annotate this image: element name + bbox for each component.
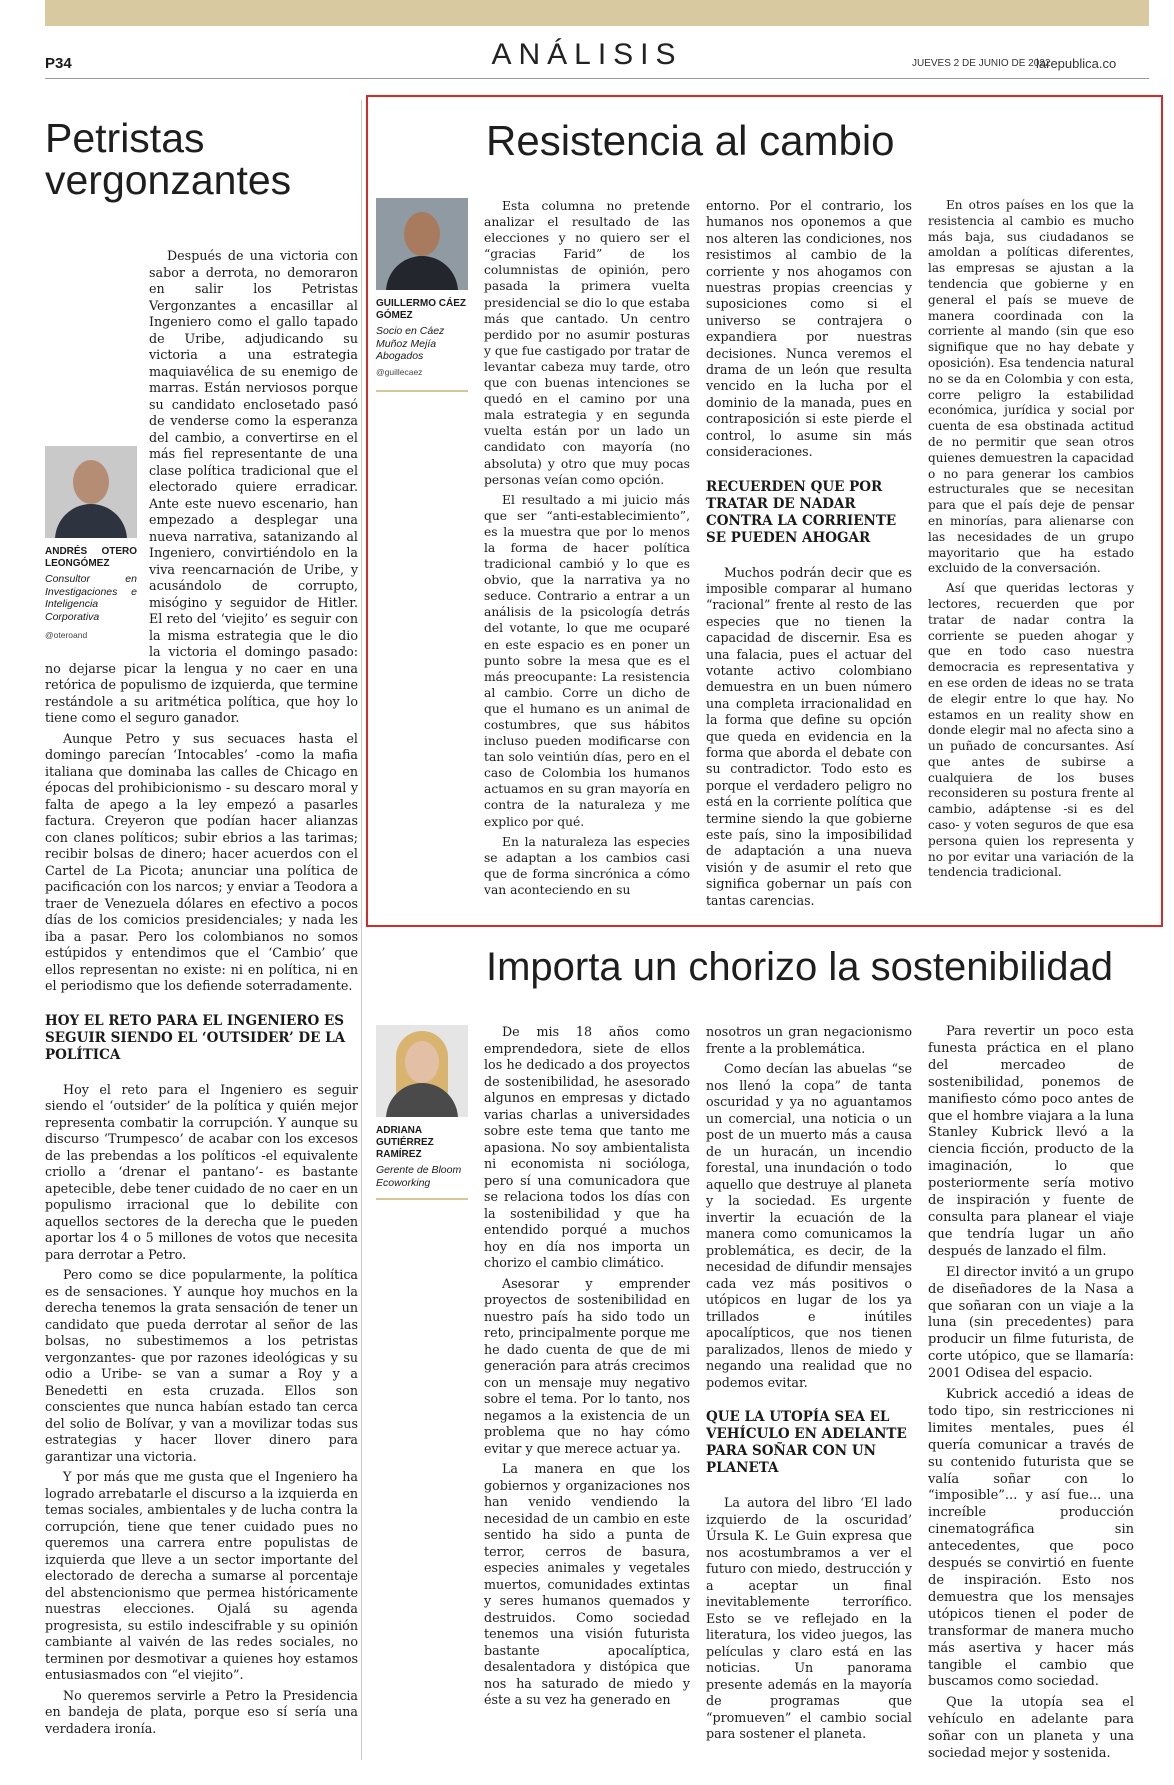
author-box xyxy=(376,1025,468,1189)
header-rule xyxy=(45,78,1149,79)
paragraph: Después de una victoria con sabor a derrota, no demoraron en salir los Petristas Vergonzantes a encasillar al Ingeniero como el gallo tapado de Uribe, adjudicando su victoria a una estrategia maquiavélica de su enemigo de marras. Están nerviosos porque su candidato enclosetado pasó de venderse como la esperanza del cambio, a convertirse en el más fiel representante de una clase política tradicional que el electorado quiere erradicar. Ante este nuevo escenario, han empezado a desplegar una nueva narrativa, satanizando al Ingeniero, convirtiéndolo en la viva reencarnación de Uribe, y acusándolo de corrupto, misógino y seguidor de Hitler. El reto del ‘viejito’ es seguir con la misma estrategia que le dio la victoria el domingo pasado: no dejarse picar la lengua y no caer en una retórica de populismo de izquierda, que termine restándole a su aritmética política, que hoy lo tiene como el seguro ganador. xyxy=(45,248,358,725)
photo-shoulders xyxy=(55,504,127,538)
paragraph: Como decían las abuelas “se nos llenó la copa” de tanta oscuridad y ya no aguantamos un comercial, una noticia o un post de un muerto más a causa de un huracán, un incendio forestal, una inundación o todo aquello que destruye al planeta y la sociedad. Es urgente invertir la ecuación de la manera como comunicamos la problemática, es decir, de la necesidad de difundir mensajes cada vez más positivos o utópicos en lugar de los ya trillados e inútiles apocalípticos, que nos tienen paralizados, llenos de miedo y negando una realidad que no podemos evitar. xyxy=(706,1061,912,1390)
author-role: Gerente de Bloom Ecoworking xyxy=(376,1164,462,1189)
top-color-band xyxy=(45,0,1149,26)
paragraph: En otros países en los que la resistencia al cambio es mucho más baja, sus ciudadanos se amoldan a políticas diferentes, las empresas se ajustan a la tendencia que gobierne y en general el país se mueve de manera coordinada con la corriente al mando (sin que eso signifique que no hay debate y oposición). Esa tendencia natural no se da en Colombia y con esta, corre peligro la estabilidad económica, jurídica y social por cuenta de esa obstinada actitud de no permitir que sean otros quienes demuestren la capacidad o no para generar los cambios estructurales que se necesitan para que el país deje de pensar en minorías, para alienarse con las necesidades de un grupo mayoritario que ha estado excluido de la conversación. xyxy=(928,198,1134,576)
author-photo xyxy=(45,446,137,538)
article-title-sostenibilidad: Importa un chorizo la sostenibilidad xyxy=(486,945,1114,989)
paragraph: El director invitó a un grupo de diseñadores de la Nasa a que soñaran con un viaje a la luna (sin precedentes) para producir un filme futurista, de corte utópico, que se llamaría: 2001 Odisea del espacio. xyxy=(928,1264,1134,1382)
paragraph: Asesorar y emprender proyectos de sostenibilidad en nuestro país ha sido todo un reto, principalmente porque me he dado cuenta de que de mi generación para atrás crecimos con un mensaje muy negativo sobre el tema. Por lo tanto, nos negamos a la existencia de un problema que no hay cómo evitar y que merece actuar ya. xyxy=(484,1275,690,1456)
author-role: Socio en Cáez Muñoz Mejía Abogados xyxy=(376,325,445,362)
page-number: P34 xyxy=(45,55,72,72)
article-body-sostenibilidad-col2 xyxy=(706,1024,912,1747)
paragraph: El resultado a mi juicio más que ser “anti-establecimiento”, es la muestra que por lo menos la forma de hacer política tradicional cambió y lo que es obvio, que la narrativa ya no seduce. Contrario a entrar a un análisis de la psicología detrás del votante, lo que me ocuparé en este espacio es en poner un punto sobre la mesa que es el más preocupante: La resistencia al cambio. Corre un dicho de que el humano es un animal de costumbres, que sus hábitos incluso pueden modificarse con tan solo veintiún días, pero en el caso de Colombia los humanos actuamos en su gran mayoría en contra de la naturaleza y me explico por qué. xyxy=(484,492,690,829)
paragraph: Muchos podrán decir que es imposible comparar al humano “racional” frente al resto de las especies que no tienen la capacidad de discernir. Esa es una falacia, pues el actuar del votante activo colombiano demuestra en un buen número una completa irracionalidad en la forma que define su opción que queda en evidencia en la forma que aborda el debate con su contradictor. Todo esto es porque el verdadero peligro no está en la corriente política que termine siendo la que gobierne este país, sino la imposibilidad de adaptación a una nueva visión y de asumir el reto que significa gobernar un país con tantas carencias. xyxy=(706,564,912,908)
article-body-resistencia-col2 xyxy=(706,198,912,913)
photo-head xyxy=(405,1041,439,1083)
author-box xyxy=(376,198,468,377)
subheading: HOY EL RETO PARA EL INGENIERO ES SEGUIR SIENDO EL ‘OUTSIDER’ DE LA POLÍTICA xyxy=(45,1012,346,1063)
article-title-resistencia: Resistencia al cambio xyxy=(486,117,895,164)
paragraph: Hoy el reto para el Ingeniero es seguir siendo el ‘outsider’ de la política y quién mejor representa combatir la corrupción. Y aunque su discurso ‘Trumpesco’ de acabar con los excesos de las prebendas a los políticos -el equivalente criollo a ‘drenar el pantano’- es bastante apetecible, debe tener cuidado de no caer en un populismo irracional que lo debilite con aquellos sectores de la derecha que le pueden aportar los 4 o 5 millones de votos que necesita para derrotar a Petro. xyxy=(45,1081,358,1262)
photo-shoulders xyxy=(386,256,458,290)
subheading: RECUERDEN QUE POR TRATAR DE NADAR CONTRA LA CORRIENTE SE PUEDEN AHOGAR xyxy=(706,478,897,546)
paragraph: La manera en que los gobiernos y organizaciones nos han venido vendiendo la necesidad de un cambio en este sentido ha sido a punta de terror, cerros de basura, especies animales y vegetales muertos, comunidades extintas y seres humanos quemados y destruidos. Como sociedad tenemos una visión futurista bastante apocalíptica, desalentadora y distópica que nos ha saturado de miedo y éste a su vez ha generado en xyxy=(484,1461,690,1707)
site-url[interactable]: larepublica.co xyxy=(1036,56,1117,71)
article-body-sostenibilidad-col3 xyxy=(928,1024,1134,1767)
article-body-resistencia-col3 xyxy=(928,198,1134,885)
paragraph: entorno. Por el contrario, los humanos nos oponemos a que nos alteren las condiciones, nos resistimos al cambio de la corriente y nos ahogamos con nuestras propias creencias y suposiciones como si el universo se contrajera o expandiera por nuestras decisiones. Nunca veremos el drama de un león que resulta vencido en la lucha por el dominio de la manada, pues en contraposición si este pierde el control, lo asume sin más consideraciones. xyxy=(706,198,912,460)
paragraph: Pero como se dice popularmente, la política es de sensaciones. Y aunque hoy muchos en la derecha tenemos la grata sensación de tener un candidato que pueda derrotar al señor de las bolsas, no subestimemos a los petristas vergonzantes- que por razones ideológicas y su odio a Uribe- se van a sumar a Roy y a Benedetti en esta cruzada. Ellos son conscientes que nunca habían estado tan cerca del solio de Bolívar, y van a movilizar todas sus estrategias y hacer llover dinero para garantizar una victoria. xyxy=(45,1267,358,1464)
paragraph: No queremos servirle a Petro la Presidencia en bandeja de plata, porque eso sí sería una verdadera ironía. xyxy=(45,1687,358,1736)
author-rule xyxy=(376,1198,468,1200)
author-photo xyxy=(376,1025,468,1117)
paragraph: Para revertir un poco esta funesta práctica en el plano del mercadeo de sostenibilidad, ponemos de manifiesto cómo poco antes de que el hombre viajara a la luna Stanley Kubrick llevó a la ciencia ficción, producto de la imaginación, lo que posteriormente sería motivo de inspiración y fuente de consulta para planear el viaje que tendría lugar un año después de lanzado el film. xyxy=(928,1024,1134,1259)
column-divider xyxy=(361,100,362,1760)
paragraph: En la naturaleza las especies se adaptan a los cambios casi que de forma sincrónica a cómo van aconteciendo en su xyxy=(484,834,690,897)
photo-head xyxy=(73,460,109,504)
paragraph: Kubrick accedió a ideas de todo tipo, sin restricciones ni limites mentales, pues él quería comunicar a través de su contenido futurista que se valía soñar con lo “imposible”... y así fue... una increíble producción cinematográfica sin antecedentes, que poco después se convirtió en fuente de inspiración. Esto nos demuestra que los mensajes utópicos tienen el poder de transformar de manera mucho más asertiva y hacer más tangible el cambio que buscamos como sociedad. xyxy=(928,1387,1134,1690)
author-handle[interactable]: @guillecaez xyxy=(376,366,423,377)
subheading: QUE LA UTOPÍA SEA EL VEHÍCULO EN ADELANTE PARA SOÑAR CON UN PLANETA xyxy=(706,1409,907,1476)
paragraph: Que la utopía sea el vehículo en adelante para soñar con un planeta y una sociedad mejor y sostenida. xyxy=(928,1695,1134,1762)
paragraph: Aunque Petro y sus secuaces hasta el domingo parecían ‘Intocables’ -como la mafia italiana que dominaba las calles de Chicago en épocas del prohibicionismo - su descaro moral y falta de apego a la ley empezó a pasarles factura. Creyeron que podían hacer alianzas con clanes políticos; subir ebrios a las tarimas; recibir bolsas de dinero; hacer acuerdos con el Cartel de La Picota; anunciar una política de pacificación con los narcos; y enviar a Teodora a traer de Venezuela dólares en efectivo a pocos días de los comicios presidenciales; y nada les iba a pasar. Pero los colombianos no somos estúpidos y entendimos que el ‘Cambio’ que ellos representan no existe: ni en política, ni en el periodismo que los defiende soterradamente. xyxy=(45,730,358,993)
paragraph: Esta columna no pretende analizar el resultado de las elecciones y no quiero ser el “gracias Farid” de los columnistas de opinión, pero pasada la primera vuelta presidencial se dio lo que estaba más que cantado. Un centro perdido por no asumir posturas y que fue castigado por tratar de levantar cabeza muy tarde, otro que con buenas intenciones se quedó en el camino por una mala estrategia y en segunda vuelta están por un lado un candidato con mayoría (no absoluta) y otro que muy pocas personas veían como opción. xyxy=(484,199,690,487)
article-body-resistencia-col1 xyxy=(484,198,690,902)
author-name: ANDRÉS OTERO LEONGÓMEZ xyxy=(45,546,137,569)
section-title: ANÁLISIS xyxy=(491,38,683,71)
author-box xyxy=(45,446,137,644)
publication-date: JUEVES 2 DE JUNIO DE 2022 xyxy=(912,58,1051,69)
photo-head xyxy=(404,212,440,256)
article-body-petristas xyxy=(45,248,358,1741)
author-name: GUILLERMO CÁEZ GÓMEZ xyxy=(376,298,466,321)
author-name: ADRIANA GUTIÉRREZ RAMÍREZ xyxy=(376,1125,434,1160)
paragraph: nosotros un gran negacionismo frente a la problemática. xyxy=(706,1024,912,1056)
paragraph: Así que queridas lectoras y lectores, recuerden que por tratar de nadar contra la corriente se pueden ahogar y que en todo caso nuestra democracia es representativa y en ese orden de ideas no se trata de elegir entre lo que hay. No estamos en un reality show en donde elegir mal no afecta sino a un puñado de concursantes. Así que antes de subirse a cualquiera de los buses reconsideren su postura frente al cambio, adáptense -si es del caso- y voten seguros de que esa persona quien los representa y no por evitar una variación de la tendencia tradicional. xyxy=(928,581,1134,880)
author-handle[interactable]: @oteroand xyxy=(45,630,88,640)
paragraph: La autora del libro ‘El lado izquierdo de la oscuridad’ Úrsula K. Le Guin expresa que nos acostumbramos a ver el futuro con miedo, destrucción y a aceptar un final inevitablemente terrorífico. Esto se ve reflejado en la literatura, los video juegos, las películas y claro está en las noticias. Un panorama presente además en la mayoría de programas que “promueven” el cambio social para sostener el planeta. xyxy=(706,1495,912,1741)
author-photo xyxy=(376,198,468,290)
article-title-petristas: Petristas vergonzantes xyxy=(45,115,292,203)
paragraph: De mis 18 años como emprendedora, siete de ellos los he dedicado a dos proyectos de sostenibilidad, he asesorado algunos en empresas y dictado varias charlas a universidades sobre este tema que tanto me apasiona. No soy ambientalista ni economista ni socióloga, pero sí una comunicadora que se relaciona todos los días con la sostenibilidad y que ha entendido porqué a muchos hoy en día nos importa un chorizo el cambio climático. xyxy=(484,1024,690,1270)
author-rule xyxy=(376,390,468,392)
article-body-sostenibilidad-col1 xyxy=(484,1024,690,1713)
paragraph: Y por más que me gusta que el Ingeniero ha logrado arrebatarle el discurso a la izquierda en temas sociales, ambientales y de lucha contra la corrupción, tiene que tener cuidado pues no queremos una carrera entre populistas de izquierda que lleve a un sector importante del electorado de derecha a sumarse al porcentaje del abstencionismo que permea históricamente nuestras elecciones. Ojalá su agenda progresista, su estilo indescifrable y su opinión cambiante al vaivén de las redes sociales, no terminen por desmotivar a quienes hoy estamos entusiasmados con “el viejito”. xyxy=(45,1469,358,1682)
author-role: Consultor en Investigaciones e Inteligencia Corporativa xyxy=(45,573,137,623)
